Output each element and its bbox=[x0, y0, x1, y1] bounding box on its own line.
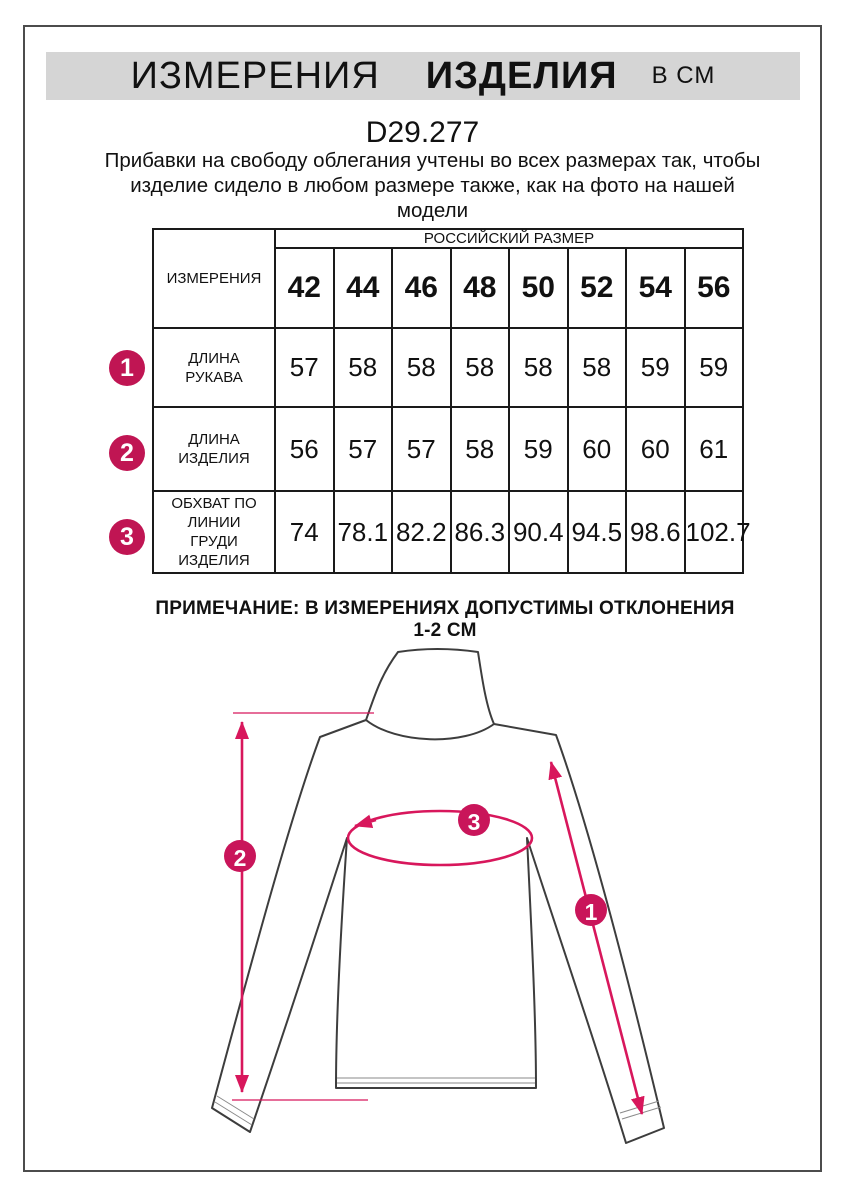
chest-badge-number: 3 bbox=[467, 809, 481, 835]
size-header: 48 bbox=[451, 248, 510, 328]
cell-value: 58 bbox=[568, 328, 627, 407]
cell-value: 59 bbox=[626, 328, 685, 407]
measurements-table bbox=[152, 228, 751, 574]
cell-value: 58 bbox=[451, 407, 510, 491]
cell-value: 58 bbox=[392, 328, 451, 407]
cell-value: 82.2 bbox=[392, 491, 451, 573]
cell-value: 56 bbox=[275, 407, 334, 491]
row-label: ОБХВАТ ПО ЛИНИИ ГРУДИ ИЗДЕЛИЯ bbox=[153, 491, 275, 573]
cell-value: 102.7 bbox=[685, 491, 744, 573]
length-badge-number: 2 bbox=[233, 845, 247, 871]
cell-value: 61 bbox=[685, 407, 744, 491]
size-header: 54 bbox=[626, 248, 685, 328]
product-code: D29.277 bbox=[365, 116, 480, 149]
cell-value: 86.3 bbox=[451, 491, 510, 573]
cell-value: 74 bbox=[275, 491, 334, 573]
russian-size-group-header: РОССИЙСКИЙ РАЗМЕР bbox=[275, 229, 743, 248]
sleeve-badge-number: 1 bbox=[584, 899, 598, 925]
size-header: 50 bbox=[509, 248, 568, 328]
garment-diagram bbox=[150, 630, 710, 1170]
cell-value: 98.6 bbox=[626, 491, 685, 573]
page-title: ИЗМЕРЕНИЯ bbox=[130, 54, 380, 97]
size-header: 44 bbox=[334, 248, 393, 328]
cell-value: 58 bbox=[509, 328, 568, 407]
row-label: ДЛИНА РУКАВА bbox=[153, 328, 275, 407]
measurements-column-header: ИЗМЕРЕНИЯ bbox=[153, 229, 275, 328]
cell-value: 58 bbox=[334, 328, 393, 407]
title-bar bbox=[46, 52, 800, 100]
tolerance-note: ПРИМЕЧАНИЕ: В ИЗМЕРЕНИЯХ ДОПУСТИМЫ ОТКЛОНЕНИЯ 1-2 СМ bbox=[155, 598, 735, 641]
cell-value: 57 bbox=[334, 407, 393, 491]
measure-2-badge: 2 bbox=[109, 435, 145, 471]
title-unit-label: В СМ bbox=[651, 62, 716, 89]
cell-value: 60 bbox=[568, 407, 627, 491]
size-header: 56 bbox=[685, 248, 744, 328]
page-title-bold: ИЗДЕЛИЯ bbox=[425, 54, 618, 97]
table-row-garment-length bbox=[153, 407, 743, 491]
measure-1-badge: 1 bbox=[109, 350, 145, 386]
cell-value: 57 bbox=[275, 328, 334, 407]
cell-value: 58 bbox=[451, 328, 510, 407]
cell-value: 78.1 bbox=[334, 491, 393, 573]
size-header: 42 bbox=[275, 248, 334, 328]
cell-value: 59 bbox=[685, 328, 744, 407]
cell-value: 94.5 bbox=[568, 491, 627, 573]
row-label: ДЛИНА ИЗДЕЛИЯ bbox=[153, 407, 275, 491]
size-header: 46 bbox=[392, 248, 451, 328]
cell-value: 90.4 bbox=[509, 491, 568, 573]
cell-value: 60 bbox=[626, 407, 685, 491]
fit-description-line-3: модели bbox=[396, 199, 469, 222]
cell-value: 59 bbox=[509, 407, 568, 491]
fit-description bbox=[60, 148, 805, 223]
cell-value: 57 bbox=[392, 407, 451, 491]
table-row-sleeve-length bbox=[153, 328, 743, 407]
table-row-chest-girth bbox=[153, 491, 743, 573]
fit-description-line-2: изделие сидело в любом размере также, как на фото на нашей bbox=[130, 174, 735, 197]
fit-description-line-1: Прибавки на свободу облегания учтены во всех размерах так, чтобы bbox=[104, 149, 761, 172]
measure-3-badge: 3 bbox=[109, 519, 145, 555]
size-header: 52 bbox=[568, 248, 627, 328]
